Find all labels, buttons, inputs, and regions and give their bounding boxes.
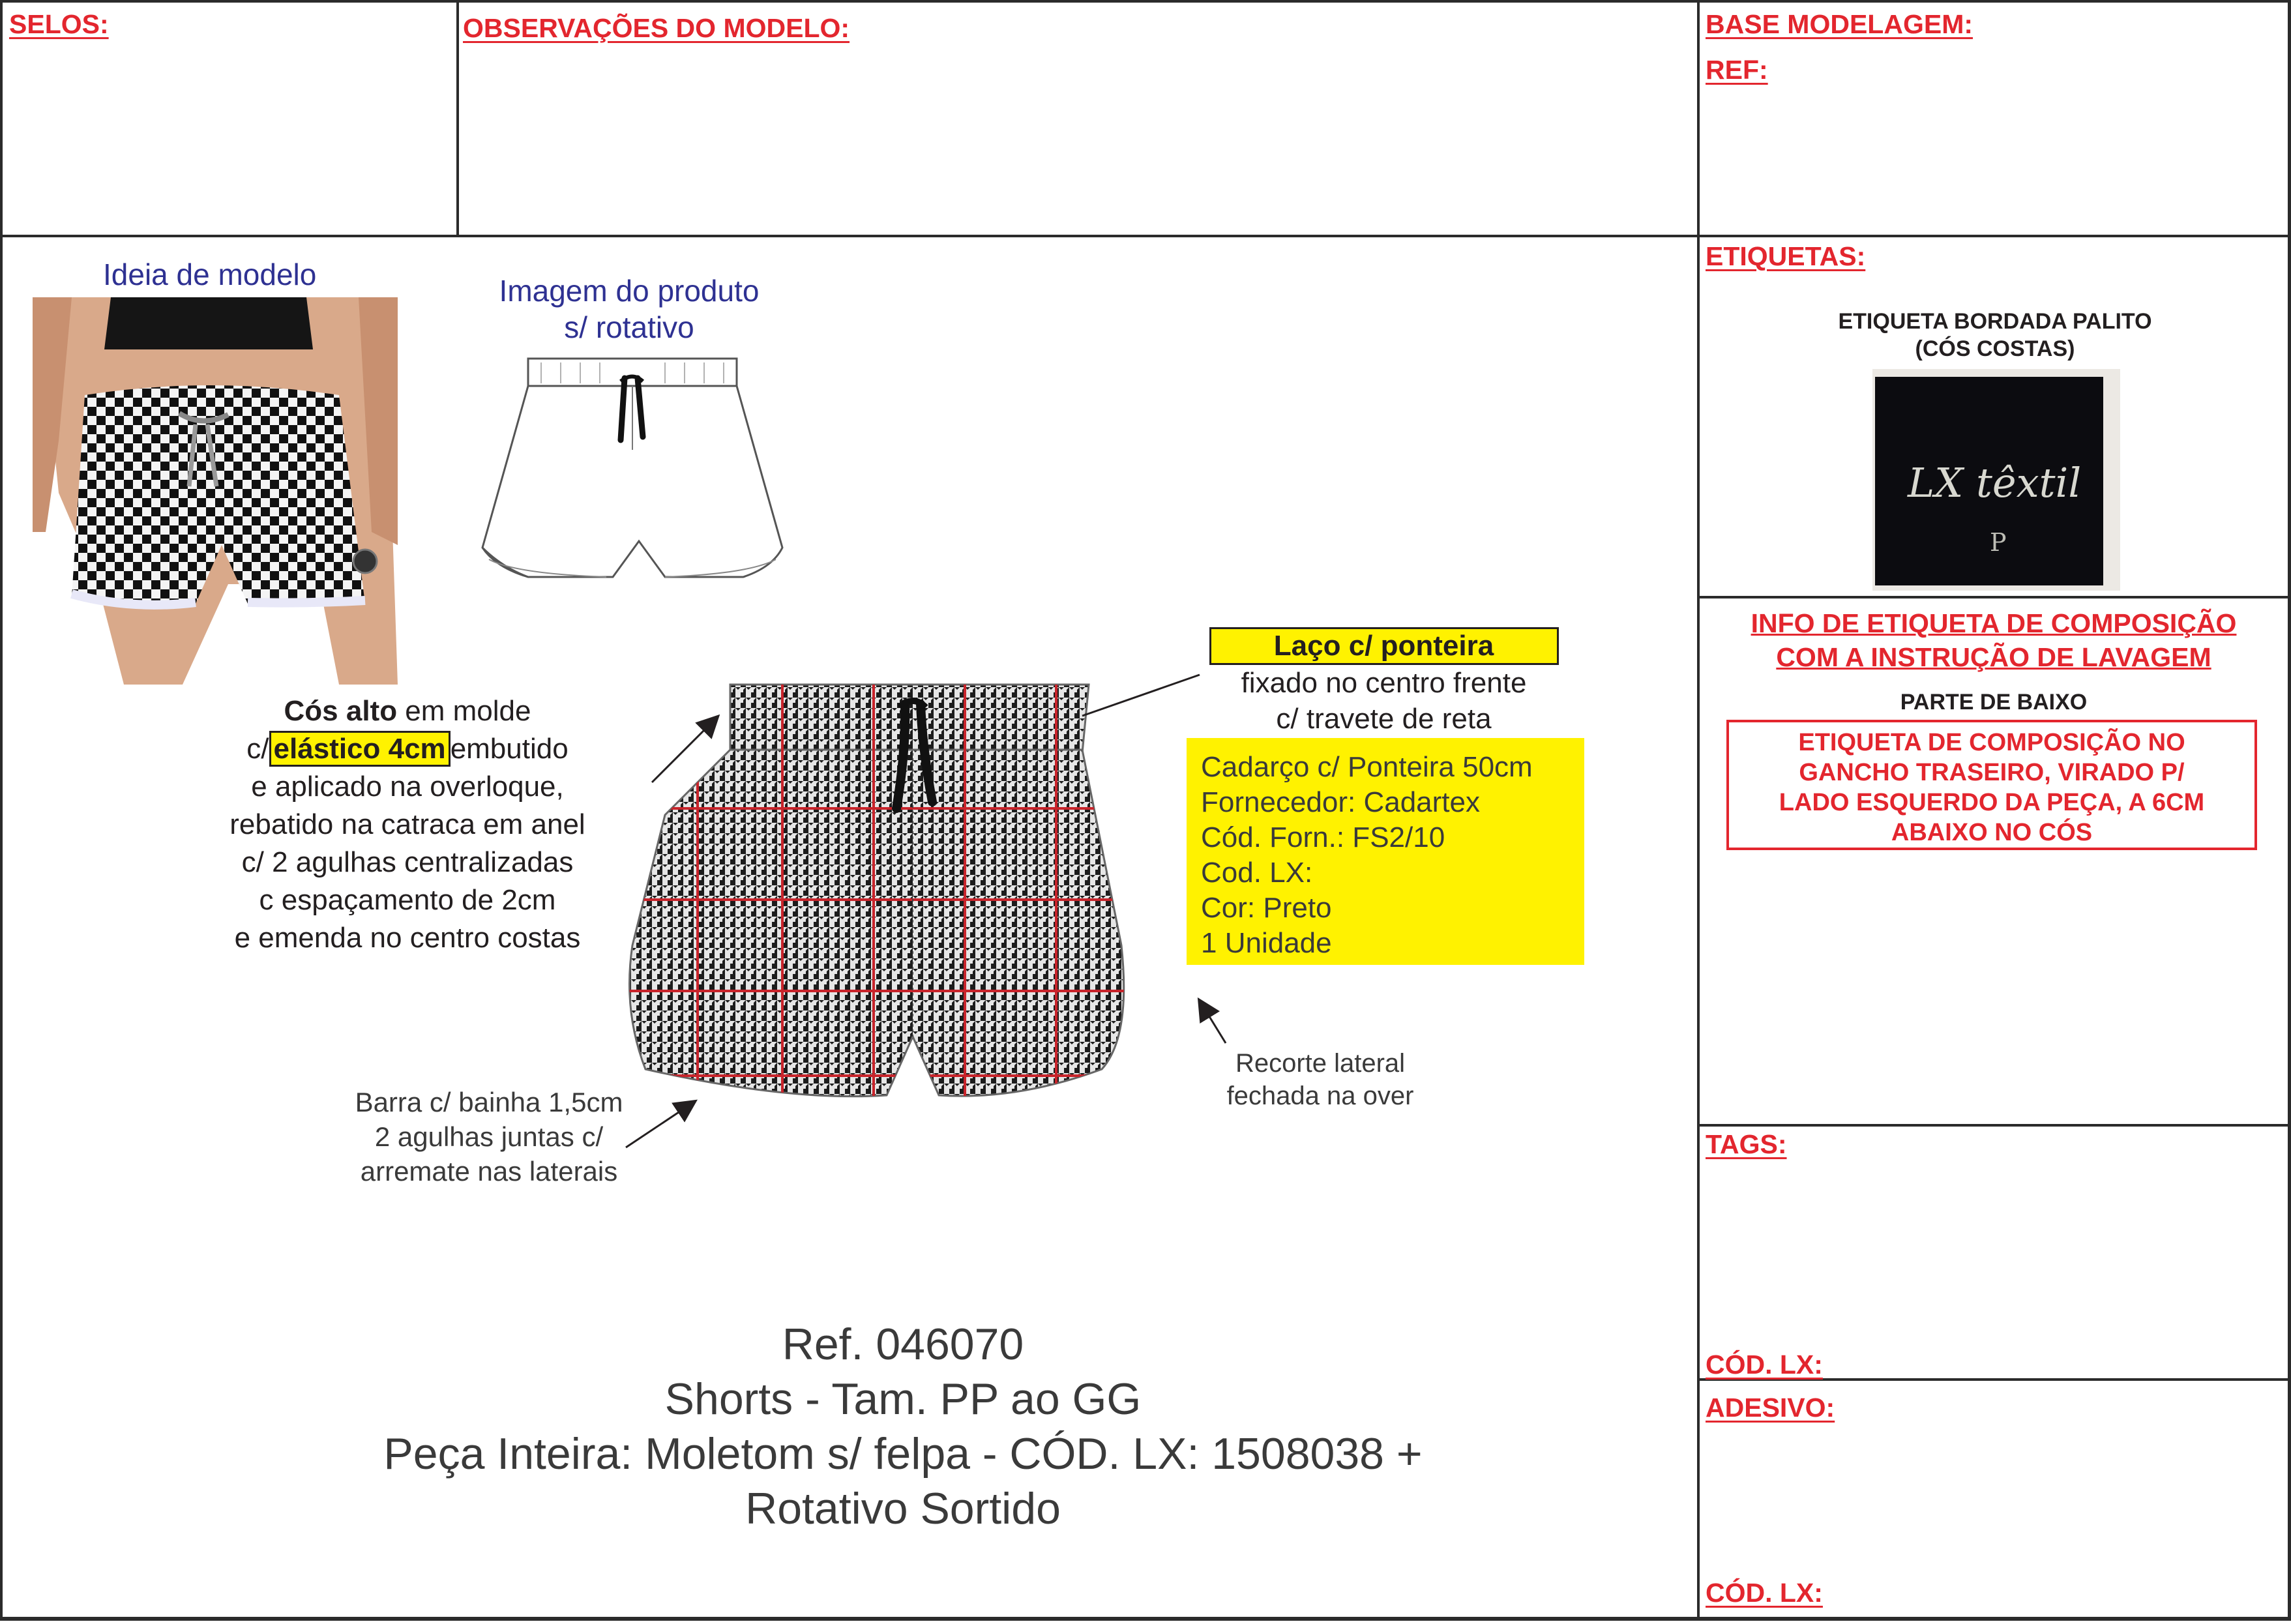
- etiquetas-label: ETIQUETAS:: [1706, 241, 1866, 271]
- cod-lx-tags: CÓD. LX:: [1706, 1350, 1823, 1380]
- info-line1: INFO DE ETIQUETA DE COMPOSIÇÃO: [1751, 608, 2237, 638]
- base-modelagem-label: BASE MODELAGEM:: [1706, 9, 1973, 39]
- composicao-line: ETIQUETA DE COMPOSIÇÃO NO: [1798, 729, 2185, 756]
- cos-callout: [189, 692, 626, 957]
- barra-line: Barra c/ bainha 1,5cm: [355, 1087, 623, 1117]
- barra-line: 2 agulhas juntas c/: [374, 1121, 604, 1152]
- laco-line2: c/ travete de reta: [1276, 703, 1492, 735]
- info-composicao-title: [1699, 606, 2288, 674]
- cos-line-1: [189, 692, 626, 730]
- cos-line: c/ 2 agulhas centralizadas: [241, 846, 574, 878]
- label-brand-text: LX têxtil: [1908, 459, 2082, 507]
- composicao-line: GANCHO TRASEIRO, VIRADO P/: [1799, 759, 2185, 786]
- ideia-title: Ideia de modelo: [103, 258, 317, 291]
- etiqueta-caption: [1708, 308, 2282, 362]
- cos-line: e aplicado na overloque,: [251, 771, 564, 803]
- etiqueta-line2: (CÓS COSTAS): [1915, 336, 2075, 361]
- etiqueta-line1: ETIQUETA BORDADA PALITO: [1838, 309, 2152, 334]
- composicao-box: [1726, 720, 2257, 850]
- laco-title: Laço c/ ponteira: [1209, 627, 1559, 665]
- product-fabric: Peça Inteira: Moletom s/ felpa - CÓD. LX: 1508038 +: [383, 1429, 1423, 1479]
- recorte-callout: [1200, 1047, 1441, 1112]
- cadarco-line: Cód. Forn.: FS2/10: [1201, 821, 1445, 853]
- tags-label: TAGS:: [1706, 1129, 1787, 1159]
- product-info: [235, 1317, 1571, 1536]
- product-name: Shorts - Tam. PP ao GG: [664, 1374, 1142, 1424]
- cadarco-line: Cod. LX:: [1201, 857, 1313, 889]
- cos-line: e emenda no centro costas: [234, 922, 581, 954]
- cadarco-info-box: [1187, 738, 1584, 965]
- cod-lx-adesivo: CÓD. LX:: [1706, 1578, 1823, 1608]
- recorte-line1: Recorte lateral: [1235, 1049, 1406, 1078]
- produto-title-line1: Imagem do produto: [499, 274, 760, 308]
- cos-embutido: embutido: [450, 733, 569, 765]
- adesivo-label: ADESIVO:: [1706, 1393, 1835, 1423]
- laco-line1: fixado no centro frente: [1241, 667, 1527, 699]
- composicao-line: LADO ESQUERDO DA PEÇA, A 6CM: [1779, 789, 2205, 816]
- cos-c: c/: [246, 733, 269, 765]
- barra-callout: [319, 1085, 658, 1188]
- observacoes-label: OBSERVAÇÕES DO MODELO:: [463, 13, 850, 43]
- cadarco-line: Fornecedor: Cadartex: [1201, 786, 1480, 818]
- label-size-text: P: [1990, 528, 2007, 557]
- barra-line: arremate nas laterais: [360, 1156, 618, 1187]
- cadarco-line: Cadarço c/ Ponteira 50cm: [1201, 751, 1533, 783]
- laco-callout: [1203, 627, 1565, 737]
- product-ref: Ref. 046070: [782, 1320, 1024, 1369]
- cos-line-2: [189, 730, 626, 768]
- composicao-line: ABAIXO NO CÓS: [1891, 819, 2093, 846]
- recorte-line2: fechada na over: [1226, 1082, 1414, 1110]
- embroidered-label-photo: [1872, 369, 2120, 591]
- cos-line: c espaçamento de 2cm: [259, 884, 556, 916]
- parte-baixo-label: PARTE DE BAIXO: [1900, 690, 2088, 715]
- cos-bold: Cós alto: [284, 695, 398, 727]
- cadarco-line: Cor: Preto: [1201, 892, 1332, 924]
- info-line2: COM A INSTRUÇÃO DE LAVAGEM: [1776, 642, 2211, 672]
- cadarco-line: 1 Unidade: [1201, 927, 1332, 959]
- cos-rest: em molde: [397, 695, 531, 727]
- selos-label: SELOS:: [9, 9, 109, 39]
- ref-label: REF:: [1706, 55, 1768, 85]
- elastic-highlight: elástico 4cm: [269, 731, 451, 767]
- product-fabric2: Rotativo Sortido: [745, 1484, 1061, 1533]
- produto-title-line2: s/ rotativo: [564, 310, 694, 344]
- cos-line: rebatido na catraca em anel: [229, 808, 585, 840]
